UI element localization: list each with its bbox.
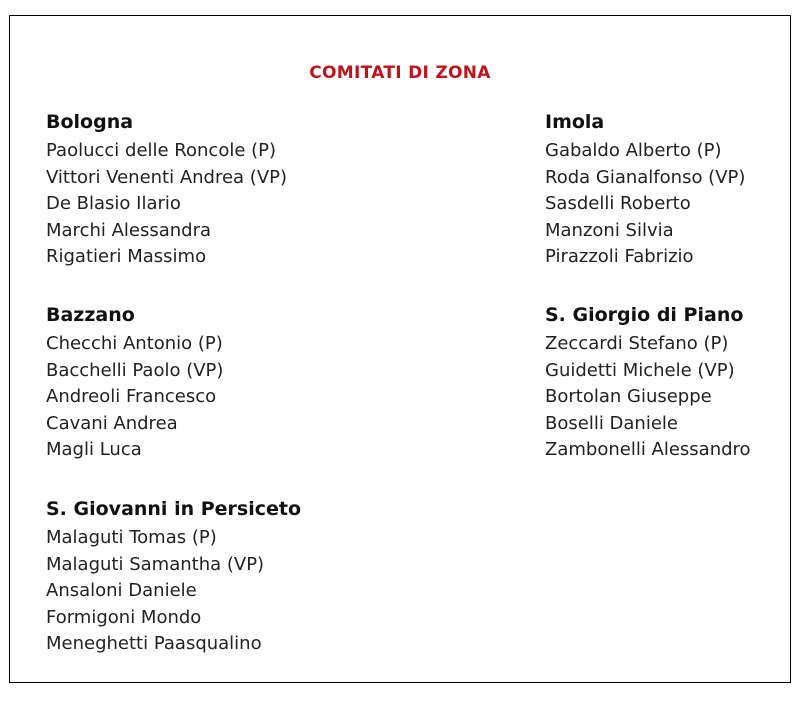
member-name: Vittori Venenti Andrea (VP) — [46, 166, 288, 188]
zone-name: S. Giovanni in Persiceto — [46, 498, 302, 520]
member-name: Formigoni Mondo — [46, 606, 202, 628]
document-frame — [9, 15, 791, 683]
member-name: Roda Gianalfonso (VP) — [545, 166, 746, 188]
member-name: De Blasio Ilario — [46, 193, 181, 214]
member-name: Pirazzoli Fabrizio — [545, 246, 694, 267]
member-name: Malaguti Tomas (P) — [46, 527, 217, 548]
member-name: Meneghetti Paasqualino — [46, 633, 262, 654]
member-name: Paolucci delle Roncole (P) — [46, 140, 277, 161]
member-name: Manzoni Silvia — [545, 219, 674, 241]
zone-name: Imola — [545, 111, 605, 133]
member-name: Ansaloni Daniele — [46, 580, 197, 601]
zone-group-bazzano — [46, 302, 223, 464]
member-name: Zeccardi Stefano (P) — [545, 333, 729, 354]
member-name: Magli Luca — [46, 439, 142, 460]
member-name: Rigatieri Massimo — [46, 246, 207, 267]
zone-name: Bazzano — [46, 304, 135, 326]
member-name: Boselli Daniele — [545, 412, 678, 434]
page-title: COMITATI DI ZONA — [309, 63, 491, 83]
member-name: Malaguti Samantha (VP) — [46, 553, 265, 575]
zone-name: Bologna — [46, 111, 134, 133]
member-name: Marchi Alessandra — [46, 219, 212, 241]
zone-group-s-giovanni-in-persiceto — [46, 496, 301, 658]
zone-group-bologna — [46, 109, 287, 271]
member-name: Guidetti Michele (VP) — [545, 359, 735, 381]
member-name: Bacchelli Paolo (VP) — [46, 359, 224, 381]
member-name: Andreoli Francesco — [46, 386, 217, 407]
member-name: Cavani Andrea — [46, 412, 178, 434]
member-name: Zambonelli Alessandro — [545, 439, 751, 460]
zone-name: S. Giorgio di Piano — [545, 304, 744, 326]
zone-group-imola — [545, 109, 745, 271]
member-name: Gabaldo Alberto (P) — [545, 140, 722, 161]
member-name: Checchi Antonio (P) — [46, 333, 223, 354]
zone-group-s-giorgio-di-piano — [545, 302, 751, 464]
member-name: Sasdelli Roberto — [545, 193, 691, 214]
member-name: Bortolan Giuseppe — [545, 386, 712, 407]
